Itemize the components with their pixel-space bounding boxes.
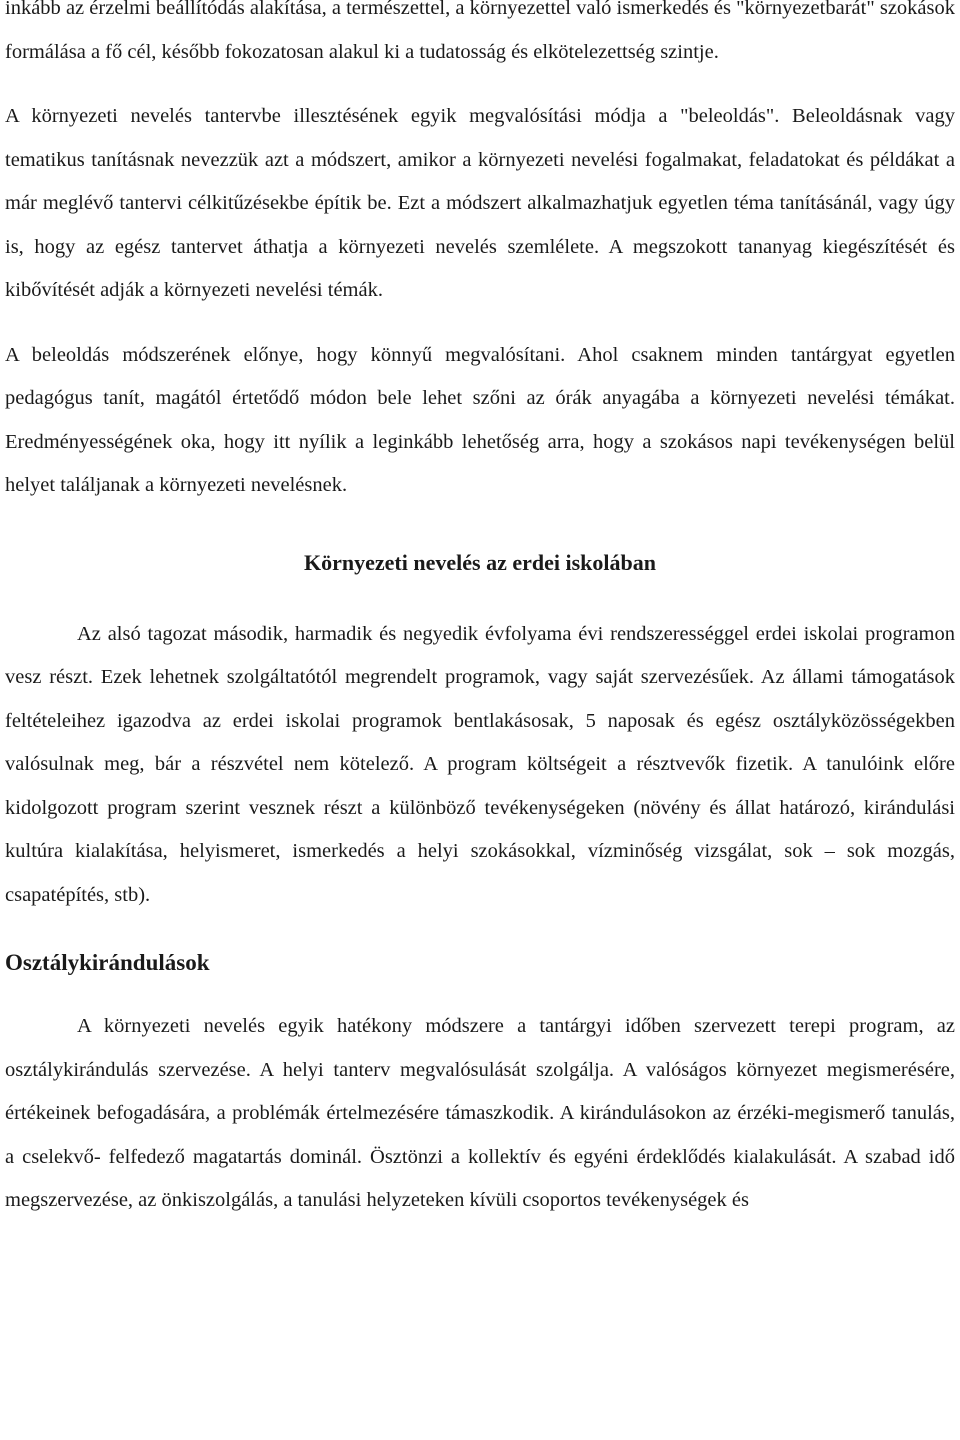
- heading-osztalykirandulasok: Osztálykirándulások: [5, 950, 210, 975]
- document-page: [5, 0, 955, 1223]
- paragraph-beleoldas-elonye: A beleoldás módszerének előnye, hogy könnyű megvalósítani. Ahol csaknem minden tantárgyat egyetlen pedagógus tanít, magától értetődő módon bele lehet szőni az órák anyagába a környezeti nevelési témákat. Eredményességének oka, hogy itt nyílik a leginkább lehetőség arra, hogy a szokásos napi tevékenységen belül helyet találjanak a környezeti nevelésnek.: [5, 343, 955, 496]
- paragraph-osztalykirandulas: A környezeti nevelés egyik hatékony módszere a tantárgyi időben szervezett terepi program, az osztálykirándulás szervezése. A helyi tanterv megvalósulását szolgálja. A valóságos környezet megismerésére, értékeinek befogadására, a problémák értelmezésére támaszkodik. A kirándulásokon az érzéki-megismerő tanulás, a cselekvő- felfedező magatartás dominál. Ösztönzi a kollektív és egyéni érdeklődés kialakulását. A szabad idő megszervezése, az önkiszolgálás, a tanulási helyzeteken kívüli csoportos tevékenységek és: [5, 1015, 955, 1211]
- heading-erdei-iskola: Környezeti nevelés az erdei iskolában: [304, 549, 656, 575]
- paragraph-erzelmi-beallitodas: inkább az érzelmi beállítódás alakítása, a természettel, a környezettel való ismerkedés és "környezetbarát" szokások formálása a fő cél, később fokozatosan alakul ki a tudatosság és elkötelezettség szintje.: [5, 0, 955, 63]
- paragraph-erdei-iskola: Az alsó tagozat második, harmadik és negyedik évfolyama évi rendszerességgel erdei iskolai programon vesz részt. Ezek lehetnek szolgáltatótól megrendelt programok, vagy saját szervezésűek. Az állami támogatások feltételeihez igazodva az erdei iskolai programok bentlakásosak, 5 naposak és egész osztályközösségekben valósulnak meg, bár a részvétel nem kötelező. A program költségeit a résztvevők fizetik. A tanulóink előre kidolgozott program szerint vesznek részt a különböző tevékenységeken (növény és állat határozó, kirándulási kultúra kialakítása, helyismeret, ismerkedés a helyi szokásokkal, vízminőség vizsgálat, sok – sok mozgás, csapatépítés, stb).: [5, 622, 955, 906]
- paragraph-beleoldas: A környezeti nevelés tantervbe illesztésének egyik megvalósítási módja a "beleoldás". Beleoldásnak vagy tematikus tanításnak nevezzük azt a módszert, amikor a környezeti nevelési fogalmakat, feladatokat és példákat a már meglévő tantervi célkitűzésekbe építik be. Ezt a módszert alkalmazhatjuk egyetlen téma tanításánál, vagy úgy is, hogy az egész tantervet áthatja a környezeti nevelés szemlélete. A megszokott tananyag kiegészítését és kibővítését adják a környezeti nevelési témák.: [5, 105, 955, 301]
